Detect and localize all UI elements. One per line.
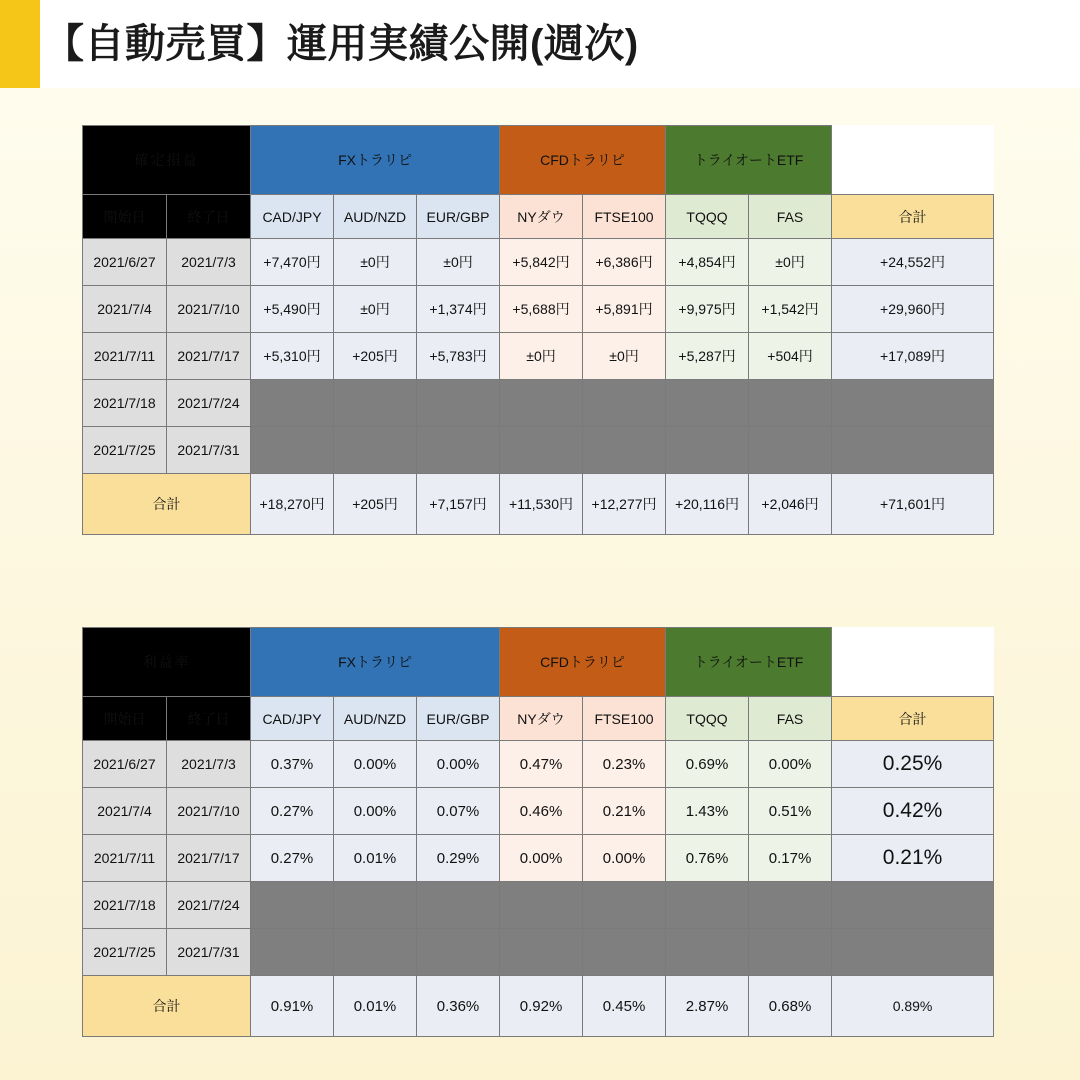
cell-empty	[666, 882, 749, 929]
column-header-fas: FAS	[749, 195, 832, 239]
table-row	[83, 427, 994, 474]
total-cadjpy: +18,270円	[251, 474, 334, 535]
cell-start-date: 2021/6/27	[83, 239, 167, 286]
cell-end-date: 2021/7/10	[167, 286, 251, 333]
cell-start-date: 2021/7/25	[83, 427, 167, 474]
column-header-eurgbp: EUR/GBP	[417, 195, 500, 239]
cell-ftse100: 0.23%	[583, 741, 666, 788]
cell-empty	[749, 882, 832, 929]
column-header-tqqq: TQQQ	[666, 697, 749, 741]
table-row	[83, 788, 994, 835]
confirmed-profit-table	[82, 125, 994, 535]
cell-end-date: 2021/7/17	[167, 333, 251, 380]
total-row-label: 合計	[83, 976, 251, 1037]
cell-end-date: 2021/7/10	[167, 788, 251, 835]
header-accent-bar	[0, 0, 40, 88]
column-header-end-date: 終了日	[167, 195, 251, 239]
cell-eurgbp: +1,374円	[417, 286, 500, 333]
cell-cadjpy: 0.27%	[251, 835, 334, 882]
column-header-total: 合計	[832, 697, 994, 741]
table-header-band-row	[83, 628, 994, 697]
total-tqqq: 2.87%	[666, 976, 749, 1037]
cell-nydow: 0.00%	[500, 835, 583, 882]
cell-row-total: +24,552円	[832, 239, 994, 286]
group-header-fx: FXトラリピ	[251, 628, 500, 697]
cell-fas: +504円	[749, 333, 832, 380]
cell-ftse100: +5,891円	[583, 286, 666, 333]
cell-tqqq: 0.76%	[666, 835, 749, 882]
cell-cadjpy: 0.27%	[251, 788, 334, 835]
cell-nydow: +5,842円	[500, 239, 583, 286]
cell-empty	[832, 380, 994, 427]
table-row	[83, 741, 994, 788]
table-row	[83, 239, 994, 286]
table-total-row	[83, 474, 994, 535]
cell-ftse100: ±0円	[583, 333, 666, 380]
cell-empty	[583, 929, 666, 976]
table-row	[83, 333, 994, 380]
group-header-cfd: CFDトラリピ	[500, 628, 666, 697]
column-header-audnzd: AUD/NZD	[334, 697, 417, 741]
total-audnzd: +205円	[334, 474, 417, 535]
cell-start-date: 2021/7/25	[83, 929, 167, 976]
cell-start-date: 2021/7/4	[83, 788, 167, 835]
cell-start-date: 2021/7/4	[83, 286, 167, 333]
group-header-etf: トライオートETF	[666, 126, 832, 195]
cell-empty	[832, 427, 994, 474]
cell-empty	[666, 380, 749, 427]
table-title: 利益率	[83, 628, 251, 697]
cell-empty	[334, 380, 417, 427]
cell-empty	[251, 427, 334, 474]
cell-audnzd: ±0円	[334, 286, 417, 333]
cell-start-date: 2021/7/11	[83, 333, 167, 380]
total-ftse100: 0.45%	[583, 976, 666, 1037]
cell-nydow: 0.46%	[500, 788, 583, 835]
cell-end-date: 2021/7/17	[167, 835, 251, 882]
group-header-spacer	[832, 628, 994, 697]
table-row	[83, 286, 994, 333]
cell-audnzd: 0.00%	[334, 788, 417, 835]
column-header-nydow: NYダウ	[500, 195, 583, 239]
page-header	[0, 0, 1080, 88]
column-header-fas: FAS	[749, 697, 832, 741]
total-row-label: 合計	[83, 474, 251, 535]
total-fas: 0.68%	[749, 976, 832, 1037]
cell-eurgbp: ±0円	[417, 239, 500, 286]
cell-tqqq: 1.43%	[666, 788, 749, 835]
cell-ftse100: 0.21%	[583, 788, 666, 835]
cell-eurgbp: 0.29%	[417, 835, 500, 882]
group-header-fx: FXトラリピ	[251, 126, 500, 195]
cell-tqqq: 0.69%	[666, 741, 749, 788]
cell-fas: 0.17%	[749, 835, 832, 882]
cell-empty	[666, 427, 749, 474]
cell-empty	[583, 882, 666, 929]
cell-audnzd: 0.00%	[334, 741, 417, 788]
cell-tqqq: +4,854円	[666, 239, 749, 286]
column-header-ftse100: FTSE100	[583, 697, 666, 741]
cell-fas: 0.51%	[749, 788, 832, 835]
cell-fas: 0.00%	[749, 741, 832, 788]
cell-end-date: 2021/7/3	[167, 239, 251, 286]
total-fas: +2,046円	[749, 474, 832, 535]
cell-empty	[417, 427, 500, 474]
cell-ftse100: +6,386円	[583, 239, 666, 286]
column-header-start-date: 開始日	[83, 195, 167, 239]
total-audnzd: 0.01%	[334, 976, 417, 1037]
total-nydow: 0.92%	[500, 976, 583, 1037]
column-header-tqqq: TQQQ	[666, 195, 749, 239]
table-title: 確定損益	[83, 126, 251, 195]
cell-end-date: 2021/7/3	[167, 741, 251, 788]
cell-audnzd: ±0円	[334, 239, 417, 286]
cell-empty	[334, 882, 417, 929]
cell-empty	[334, 427, 417, 474]
cell-cadjpy: +5,490円	[251, 286, 334, 333]
cell-eurgbp: +5,783円	[417, 333, 500, 380]
cell-end-date: 2021/7/31	[167, 427, 251, 474]
total-nydow: +11,530円	[500, 474, 583, 535]
table-row	[83, 380, 994, 427]
grand-total: +71,601円	[832, 474, 994, 535]
table-subheader-row	[83, 697, 994, 741]
cell-start-date: 2021/7/11	[83, 835, 167, 882]
cell-tqqq: +9,975円	[666, 286, 749, 333]
column-header-ftse100: FTSE100	[583, 195, 666, 239]
cell-empty	[251, 929, 334, 976]
cell-eurgbp: 0.07%	[417, 788, 500, 835]
cell-empty	[417, 380, 500, 427]
cell-nydow: 0.47%	[500, 741, 583, 788]
total-eurgbp: +7,157円	[417, 474, 500, 535]
cell-cadjpy: +7,470円	[251, 239, 334, 286]
cell-end-date: 2021/7/31	[167, 929, 251, 976]
cell-empty	[500, 882, 583, 929]
cell-empty	[251, 882, 334, 929]
cell-empty	[500, 929, 583, 976]
cell-empty	[749, 427, 832, 474]
profit-rate-table	[82, 627, 994, 1037]
table-header-band-row	[83, 126, 994, 195]
cell-empty	[749, 380, 832, 427]
cell-empty	[583, 427, 666, 474]
table-total-row	[83, 976, 994, 1037]
column-header-end-date: 終了日	[167, 697, 251, 741]
group-header-spacer	[832, 126, 994, 195]
cell-end-date: 2021/7/24	[167, 882, 251, 929]
table-row	[83, 929, 994, 976]
total-ftse100: +12,277円	[583, 474, 666, 535]
cell-audnzd: +205円	[334, 333, 417, 380]
table-row	[83, 882, 994, 929]
cell-start-date: 2021/7/18	[83, 380, 167, 427]
total-cadjpy: 0.91%	[251, 976, 334, 1037]
cell-nydow: +5,688円	[500, 286, 583, 333]
profit-table-section	[82, 125, 994, 535]
cell-row-total: 0.21%	[832, 835, 994, 882]
cell-empty	[417, 882, 500, 929]
cell-ftse100: 0.00%	[583, 835, 666, 882]
column-header-cadjpy: CAD/JPY	[251, 697, 334, 741]
cell-empty	[417, 929, 500, 976]
cell-end-date: 2021/7/24	[167, 380, 251, 427]
cell-empty	[334, 929, 417, 976]
cell-fas: +1,542円	[749, 286, 832, 333]
profit-rate-table-section	[82, 627, 994, 1037]
cell-empty	[666, 929, 749, 976]
table-subheader-row	[83, 195, 994, 239]
cell-empty	[251, 380, 334, 427]
cell-audnzd: 0.01%	[334, 835, 417, 882]
column-header-cadjpy: CAD/JPY	[251, 195, 334, 239]
cell-row-total: +29,960円	[832, 286, 994, 333]
group-header-cfd: CFDトラリピ	[500, 126, 666, 195]
group-header-etf: トライオートETF	[666, 628, 832, 697]
cell-row-total: 0.25%	[832, 741, 994, 788]
grand-total: 0.89%	[832, 976, 994, 1037]
cell-empty	[500, 380, 583, 427]
table-row	[83, 835, 994, 882]
cell-tqqq: +5,287円	[666, 333, 749, 380]
cell-empty	[500, 427, 583, 474]
total-tqqq: +20,116円	[666, 474, 749, 535]
cell-eurgbp: 0.00%	[417, 741, 500, 788]
column-header-audnzd: AUD/NZD	[334, 195, 417, 239]
cell-empty	[583, 380, 666, 427]
cell-empty	[832, 882, 994, 929]
column-header-nydow: NYダウ	[500, 697, 583, 741]
cell-nydow: ±0円	[500, 333, 583, 380]
page-title: 【自動売買】運用実績公開(週次)	[44, 22, 639, 66]
column-header-start-date: 開始日	[83, 697, 167, 741]
column-header-eurgbp: EUR/GBP	[417, 697, 500, 741]
cell-row-total: 0.42%	[832, 788, 994, 835]
total-eurgbp: 0.36%	[417, 976, 500, 1037]
cell-empty	[832, 929, 994, 976]
cell-cadjpy: 0.37%	[251, 741, 334, 788]
cell-empty	[749, 929, 832, 976]
column-header-total: 合計	[832, 195, 994, 239]
cell-start-date: 2021/6/27	[83, 741, 167, 788]
cell-fas: ±0円	[749, 239, 832, 286]
cell-start-date: 2021/7/18	[83, 882, 167, 929]
cell-row-total: +17,089円	[832, 333, 994, 380]
cell-cadjpy: +5,310円	[251, 333, 334, 380]
